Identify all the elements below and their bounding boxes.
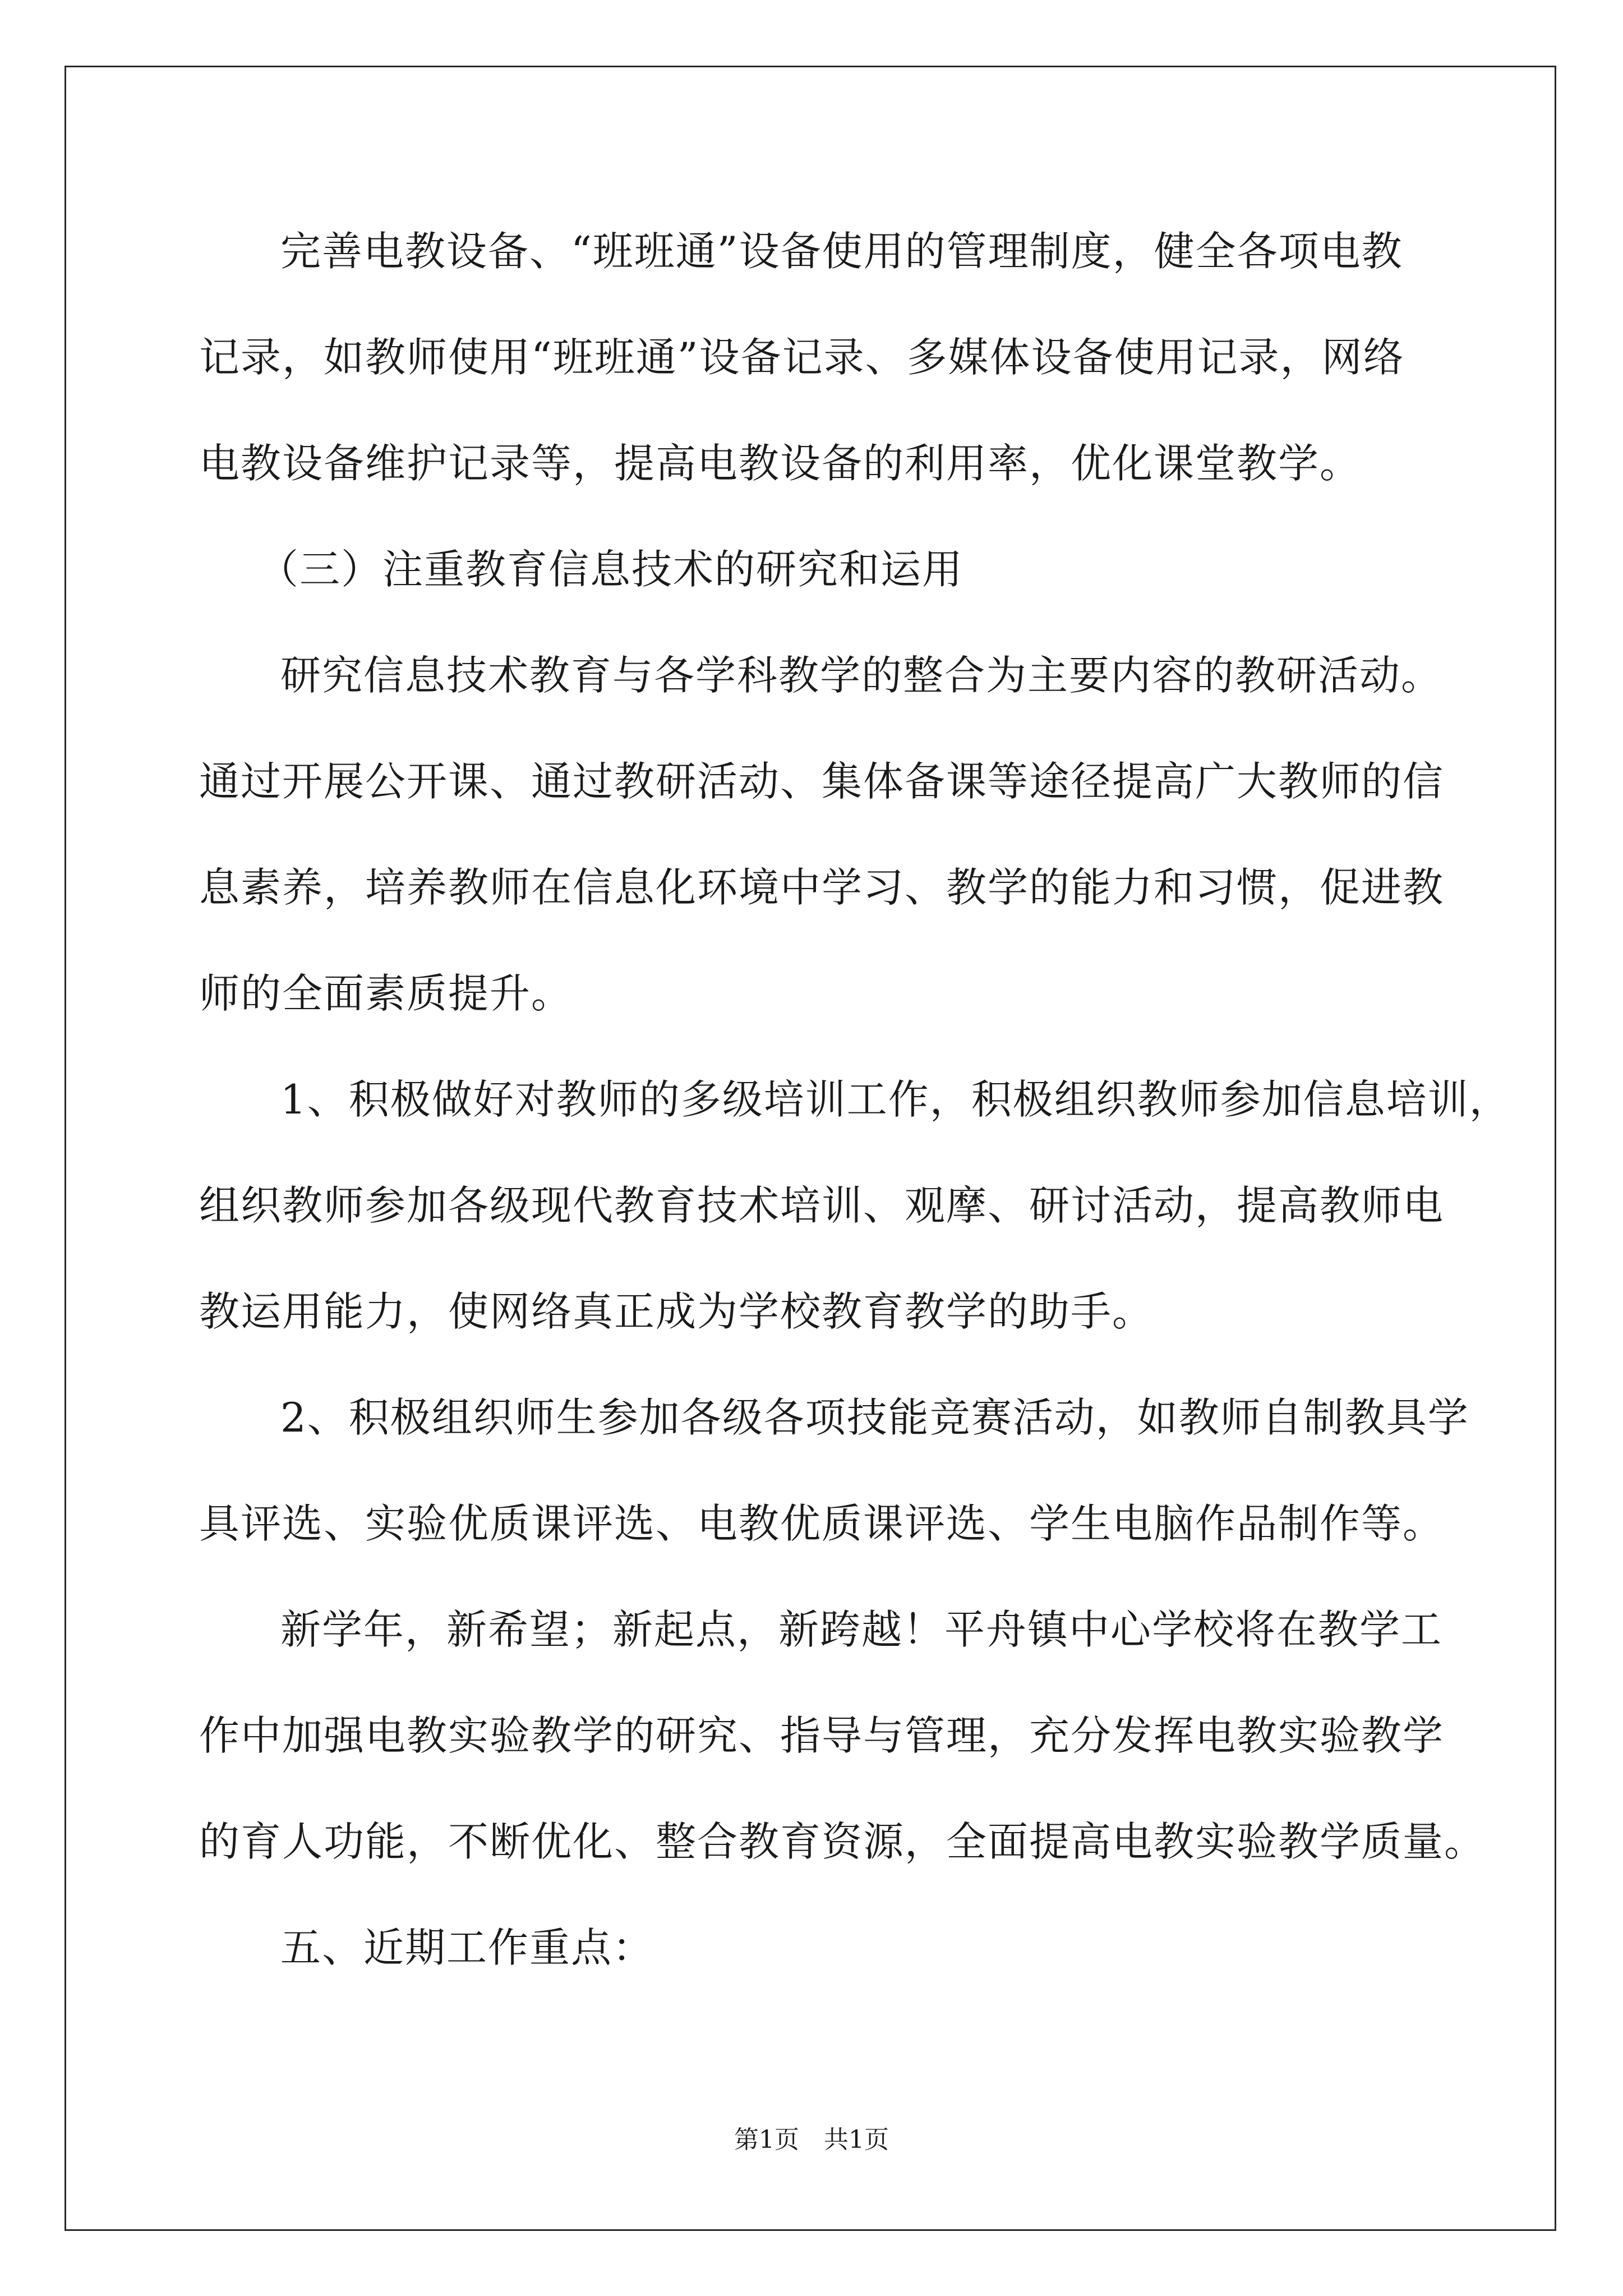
text-line: 新学年，新希望；新起点，新跨越！平舟镇中心学校将在教学工 (280, 1606, 1443, 1653)
page-border (64, 66, 1556, 2231)
text-line: 息素养，培养教师在信息化环境中学习、教学的能力和习惯，促进教 (199, 864, 1445, 911)
text-line: 电教设备维护记录等，提高电教设备的利用率，优化课堂教学。 (199, 440, 1362, 487)
text-line: 完善电教设备、“班班通”设备使用的管理制度，健全各项电教 (280, 228, 1403, 275)
text-line: 通过开展公开课、通过教研活动、集体备课等途径提高广大教师的信 (199, 758, 1445, 805)
text-line: 的育人功能，不断优化、整合教育资源，全面提高电教实验教学质量。 (199, 1818, 1486, 1865)
text-line: 作中加强电教实验教学的研究、指导与管理，充分发挥电教实验教学 (199, 1712, 1445, 1759)
section-heading: 五、近期工作重点： (280, 1924, 654, 1971)
text-line: 教运用能力，使网络真正成为学校教育教学的助手。 (199, 1288, 1154, 1335)
text-line: 师的全面素质提升。 (199, 970, 573, 1017)
text-line: 记录，如教师使用“班班通”设备记录、多媒体设备使用记录，网络 (199, 334, 1405, 381)
list-item: 1、积极做好对教师的多级培训工作，积极组织教师参加信息培训， (280, 1076, 1511, 1123)
text-line: 具评选、实验优质课评选、电教优质课评选、学生电脑作品制作等。 (199, 1500, 1445, 1547)
text-line: 研究信息技术教育与各学科教学的整合为主要内容的教研活动。 (280, 652, 1443, 699)
list-item: 2、积极组织师生参加各级各项技能竞赛活动，如教师自制教具学 (280, 1394, 1469, 1441)
text-line: 组织教师参加各级现代教育技术培训、观摩、研讨活动，提高教师电 (199, 1182, 1445, 1229)
section-heading: （三）注重教育信息技术的研究和运用 (258, 546, 964, 593)
page-number: 第1页 共1页 (734, 2125, 889, 2154)
